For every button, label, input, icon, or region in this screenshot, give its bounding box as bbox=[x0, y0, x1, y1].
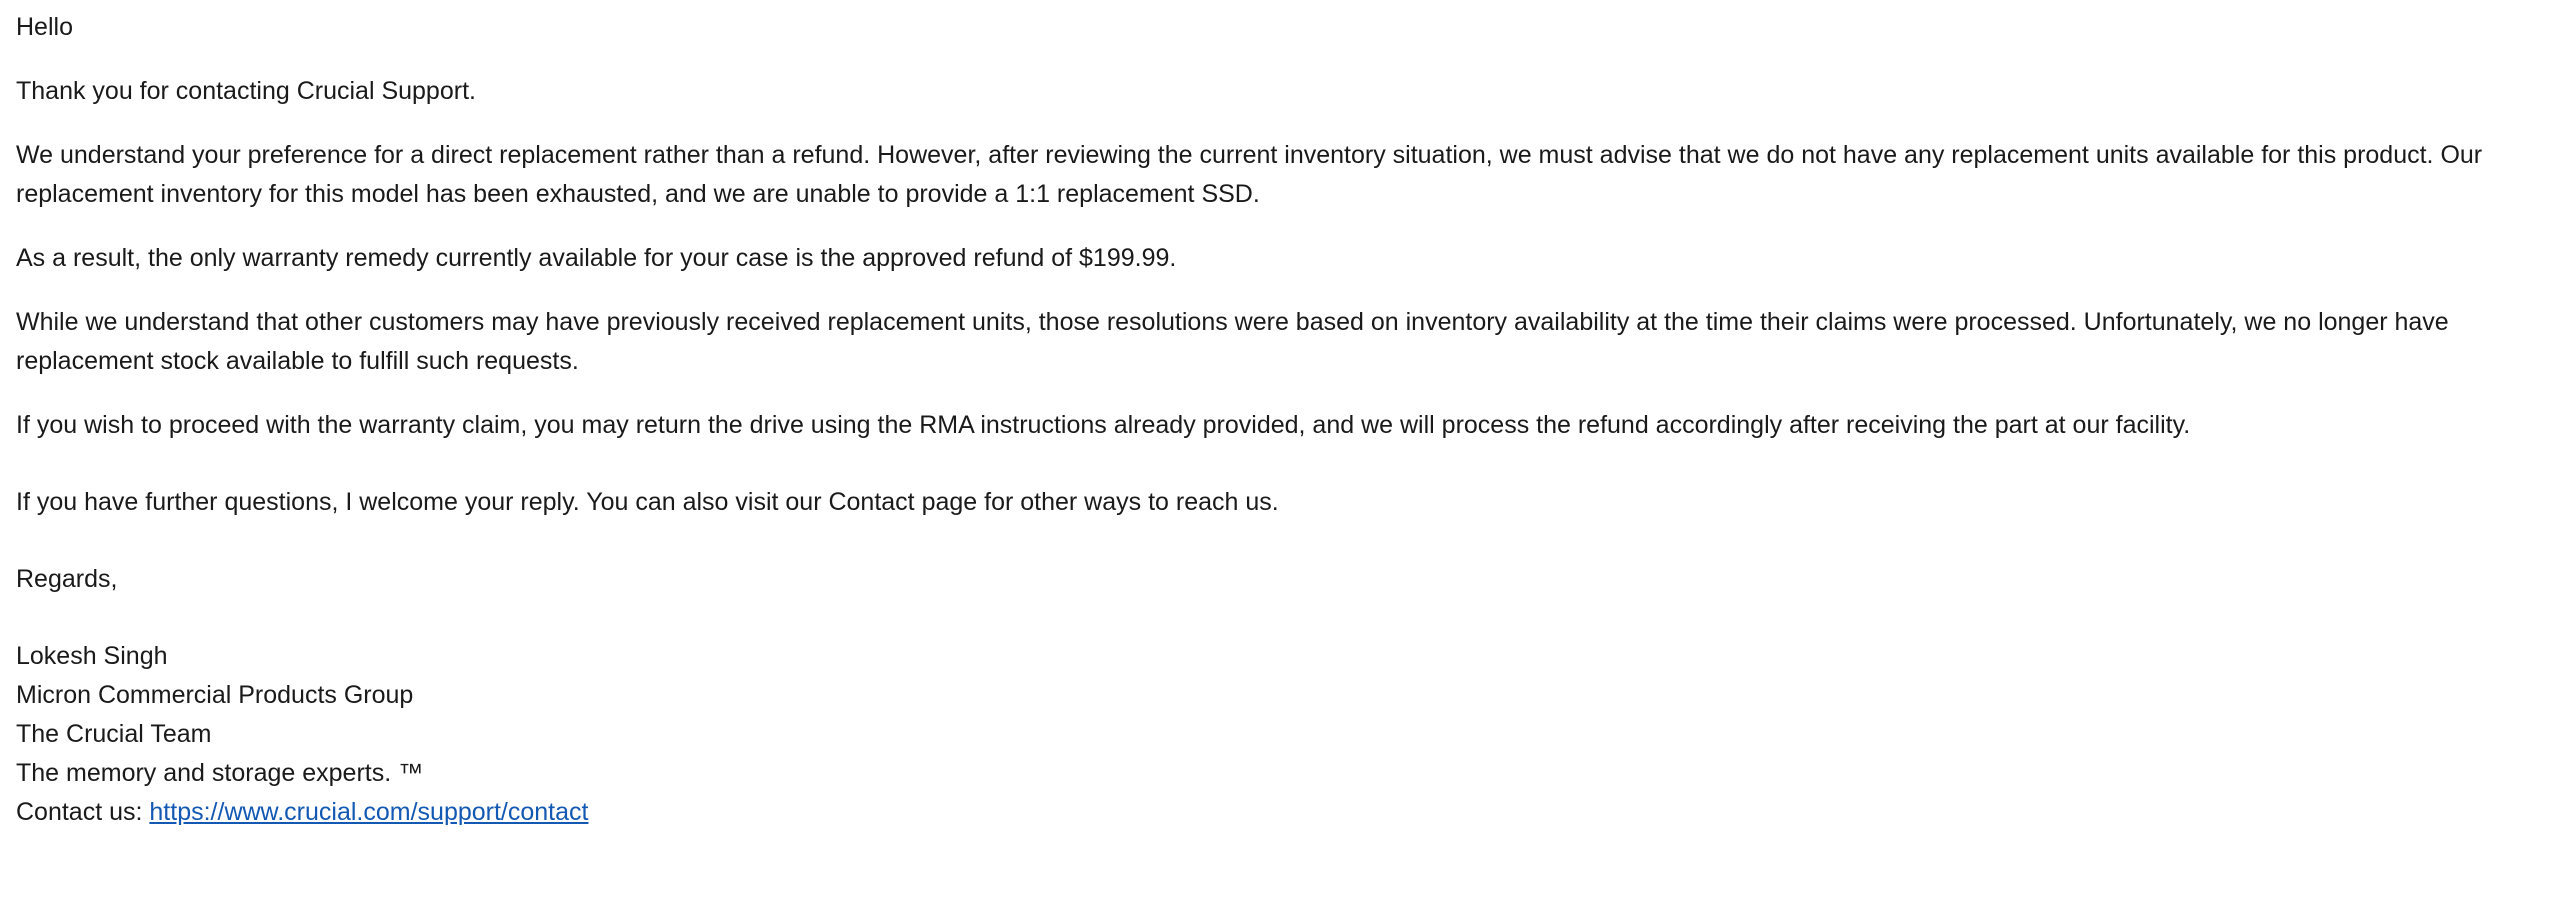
body-paragraph-questions: If you have further questions, I welcome your reply. You can also visit our Contact page for other ways to reach us. bbox=[16, 488, 1279, 516]
body-paragraph-rma: If you wish to proceed with the warranty claim, you may return the drive using the RMA instructions already provided, and we will process the refund accordingly after receiving the part at our facility. bbox=[16, 411, 2191, 439]
body-paragraph-stock: While we understand that other customers may have previously received replacement units, those resolutions were based on inventory availability at the time their claims were processed. Unfortunately, we no longer have replacement stock available to fulfill such requests. bbox=[16, 308, 2449, 375]
signature-name: Lokesh Singh bbox=[16, 642, 168, 670]
closing: Regards, bbox=[16, 565, 118, 593]
intro-paragraph: Thank you for contacting Crucial Support. bbox=[16, 77, 476, 105]
signature-tagline: The memory and storage experts. ™ bbox=[16, 759, 424, 787]
contact-link[interactable]: https://www.crucial.com/support/contact bbox=[149, 798, 589, 826]
body-paragraph-refund: As a result, the only warranty remedy currently available for your case is the approved refund of $199.99. bbox=[16, 244, 1177, 272]
signature-block bbox=[16, 637, 2544, 832]
greeting: Hello bbox=[16, 13, 73, 41]
signature-contact-line bbox=[16, 793, 2544, 832]
contact-label: Contact us: bbox=[16, 798, 150, 826]
signature-team: The Crucial Team bbox=[16, 720, 212, 748]
body-paragraph-replacement: We understand your preference for a direct replacement rather than a refund. However, after reviewing the current inventory situation, we must advise that we do not have any replacement units available for this product. Our replacement inventory for this model has been exhausted, and we are unable to provide a 1:1 replacement SSD. bbox=[16, 141, 2483, 208]
signature-group: Micron Commercial Products Group bbox=[16, 681, 414, 709]
